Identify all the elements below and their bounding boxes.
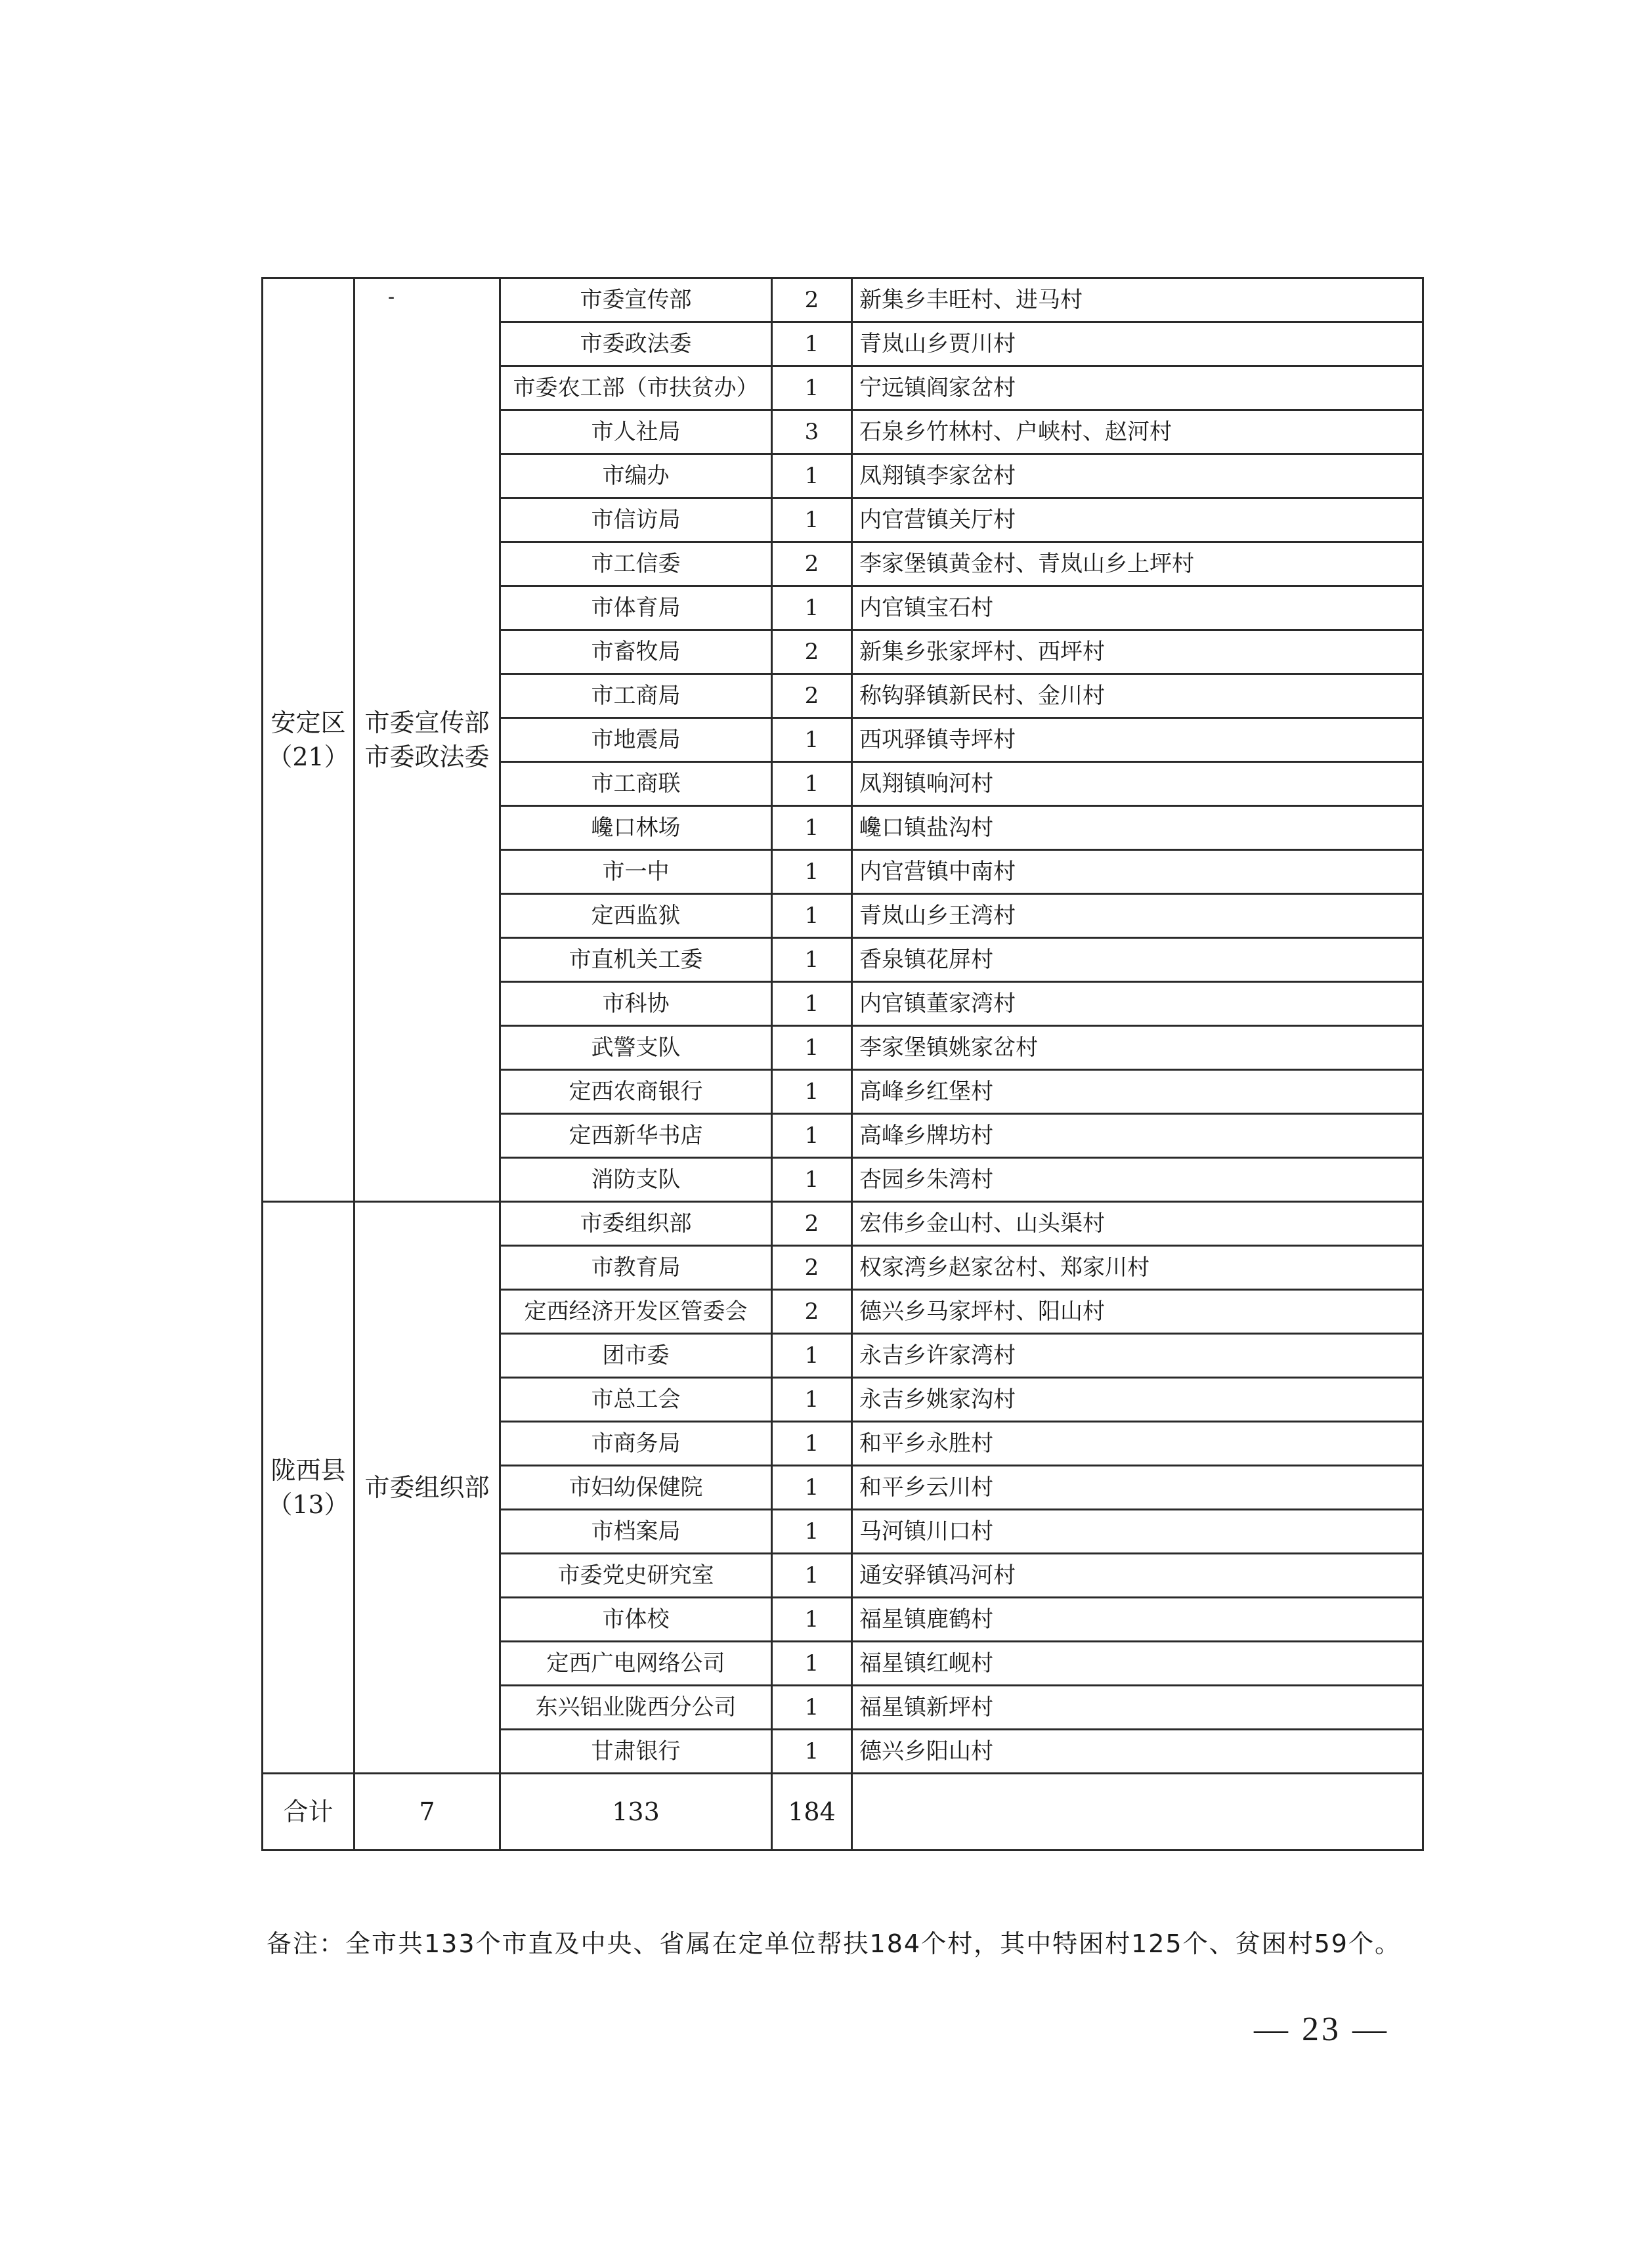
- leader-unit: 市委宣传部: [364, 708, 490, 737]
- village-cell: 称钩驿镇新民村、金川村: [852, 674, 1423, 718]
- village-cell: 杏园乡朱湾村: [852, 1158, 1423, 1202]
- count-cell: 1: [772, 1334, 852, 1378]
- village-cell: 权家湾乡赵家岔村、郑家川村: [852, 1246, 1423, 1290]
- unit-cell: 市教育局: [500, 1246, 772, 1290]
- county-count: （21）: [267, 742, 349, 771]
- page-number: — 23 —: [1254, 2011, 1389, 2048]
- village-cell: 宏伟乡金山村、山头渠村: [852, 1202, 1423, 1246]
- total-label: 合计: [263, 1774, 355, 1851]
- unit-cell: 市一中: [500, 850, 772, 894]
- unit-cell: 市体育局: [500, 586, 772, 630]
- leader-unit: 市委政法委: [364, 742, 490, 771]
- count-cell: 1: [772, 894, 852, 938]
- count-cell: 3: [772, 410, 852, 454]
- unit-cell: 市人社局: [500, 410, 772, 454]
- total-villages: 184: [772, 1774, 852, 1851]
- count-cell: 1: [772, 718, 852, 762]
- count-cell: 1: [772, 1466, 852, 1510]
- village-cell: 高峰乡牌坊村: [852, 1114, 1423, 1158]
- village-cell: 内官营镇中南村: [852, 850, 1423, 894]
- village-cell: 和平乡永胜村: [852, 1422, 1423, 1466]
- unit-cell: 市委党史研究室: [500, 1554, 772, 1598]
- count-cell: 1: [772, 366, 852, 410]
- assistance-table: [261, 277, 1424, 1851]
- village-cell: 福星镇新坪村: [852, 1686, 1423, 1730]
- unit-cell: 东兴铝业陇西分公司: [500, 1686, 772, 1730]
- count-cell: 2: [772, 1246, 852, 1290]
- scan-mark: -: [388, 286, 395, 309]
- unit-cell: 定西新华书店: [500, 1114, 772, 1158]
- unit-cell: 市委宣传部: [500, 278, 772, 322]
- count-cell: 2: [772, 1202, 852, 1246]
- total-row: [263, 1774, 1423, 1851]
- unit-cell: 市直机关工委: [500, 938, 772, 982]
- village-cell: 永吉乡姚家沟村: [852, 1378, 1423, 1422]
- count-cell: 1: [772, 586, 852, 630]
- count-cell: 1: [772, 1554, 852, 1598]
- count-cell: 1: [772, 850, 852, 894]
- unit-cell: 市委组织部: [500, 1202, 772, 1246]
- unit-cell: 市畜牧局: [500, 630, 772, 674]
- village-cell: 李家堡镇姚家岔村: [852, 1026, 1423, 1070]
- unit-cell: 市档案局: [500, 1510, 772, 1554]
- village-cell: 内官营镇关厅村: [852, 498, 1423, 542]
- village-cell: 宁远镇阎家岔村: [852, 366, 1423, 410]
- total-blank: [852, 1774, 1423, 1851]
- unit-cell: 市编办: [500, 454, 772, 498]
- count-cell: 1: [772, 762, 852, 806]
- count-cell: 1: [772, 1158, 852, 1202]
- unit-cell: 市科协: [500, 982, 772, 1026]
- village-cell: 香泉镇花屏村: [852, 938, 1423, 982]
- village-cell: 西巩驿镇寺坪村: [852, 718, 1423, 762]
- unit-cell: 市商务局: [500, 1422, 772, 1466]
- unit-cell: 巉口林场: [500, 806, 772, 850]
- total-leaders: 7: [355, 1774, 500, 1851]
- table-body: [263, 278, 1423, 1851]
- unit-cell: 甘肃银行: [500, 1730, 772, 1774]
- unit-cell: 市委农工部（市扶贫办）: [500, 366, 772, 410]
- village-cell: 青岚山乡王湾村: [852, 894, 1423, 938]
- village-cell: 永吉乡许家湾村: [852, 1334, 1423, 1378]
- count-cell: 1: [772, 322, 852, 366]
- leader-unit: 市委组织部: [364, 1473, 490, 1502]
- unit-cell: 市工商联: [500, 762, 772, 806]
- unit-cell: 市工信委: [500, 542, 772, 586]
- village-cell: 新集乡张家坪村、西坪村: [852, 630, 1423, 674]
- unit-cell: 市地震局: [500, 718, 772, 762]
- count-cell: 1: [772, 1598, 852, 1642]
- unit-cell: 市委政法委: [500, 322, 772, 366]
- village-cell: 巉口镇盐沟村: [852, 806, 1423, 850]
- village-cell: 内官镇董家湾村: [852, 982, 1423, 1026]
- count-cell: 1: [772, 1114, 852, 1158]
- unit-cell: 消防支队: [500, 1158, 772, 1202]
- count-cell: 2: [772, 630, 852, 674]
- unit-cell: 定西监狱: [500, 894, 772, 938]
- county-name: 安定区: [270, 708, 346, 737]
- count-cell: 1: [772, 454, 852, 498]
- table-row: [263, 1202, 1423, 1246]
- village-cell: 凤翔镇李家岔村: [852, 454, 1423, 498]
- count-cell: 1: [772, 1422, 852, 1466]
- unit-cell: 定西广电网络公司: [500, 1642, 772, 1686]
- village-cell: 马河镇川口村: [852, 1510, 1423, 1554]
- village-cell: 李家堡镇黄金村、青岚山乡上坪村: [852, 542, 1423, 586]
- count-cell: 1: [772, 498, 852, 542]
- village-cell: 和平乡云川村: [852, 1466, 1423, 1510]
- unit-cell: 定西经济开发区管委会: [500, 1290, 772, 1334]
- county-cell: [263, 1202, 355, 1774]
- village-cell: 福星镇鹿鹤村: [852, 1598, 1423, 1642]
- count-cell: 1: [772, 1510, 852, 1554]
- village-cell: 高峰乡红堡村: [852, 1070, 1423, 1114]
- village-cell: 德兴乡马家坪村、阳山村: [852, 1290, 1423, 1334]
- count-cell: 1: [772, 1378, 852, 1422]
- leader-cell: [355, 278, 500, 1202]
- unit-cell: 市信访局: [500, 498, 772, 542]
- count-cell: 2: [772, 1290, 852, 1334]
- unit-cell: 团市委: [500, 1334, 772, 1378]
- count-cell: 1: [772, 1070, 852, 1114]
- village-cell: 凤翔镇响河村: [852, 762, 1423, 806]
- village-cell: 石泉乡竹林村、户峡村、赵河村: [852, 410, 1423, 454]
- count-cell: 2: [772, 278, 852, 322]
- leader-cell: [355, 1202, 500, 1774]
- county-cell: [263, 278, 355, 1202]
- county-count: （13）: [267, 1490, 349, 1519]
- count-cell: 1: [772, 806, 852, 850]
- village-cell: 德兴乡阳山村: [852, 1730, 1423, 1774]
- unit-cell: 市妇幼保健院: [500, 1466, 772, 1510]
- county-name: 陇西县: [270, 1456, 346, 1485]
- unit-cell: 定西农商银行: [500, 1070, 772, 1114]
- unit-cell: 市总工会: [500, 1378, 772, 1422]
- count-cell: 1: [772, 1642, 852, 1686]
- footnote: 备注：全市共133个市直及中央、省属在定单位帮扶184个村，其中特困村125个、贫困村59个。: [267, 1929, 1401, 1958]
- village-cell: 新集乡丰旺村、进马村: [852, 278, 1423, 322]
- count-cell: 2: [772, 674, 852, 718]
- count-cell: 1: [772, 1686, 852, 1730]
- count-cell: 2: [772, 542, 852, 586]
- village-cell: 福星镇红岘村: [852, 1642, 1423, 1686]
- count-cell: 1: [772, 1026, 852, 1070]
- count-cell: 1: [772, 1730, 852, 1774]
- count-cell: 1: [772, 982, 852, 1026]
- village-cell: 内官镇宝石村: [852, 586, 1423, 630]
- unit-cell: 市工商局: [500, 674, 772, 718]
- unit-cell: 市体校: [500, 1598, 772, 1642]
- table-row: [263, 278, 1423, 322]
- unit-cell: 武警支队: [500, 1026, 772, 1070]
- total-units: 133: [500, 1774, 772, 1851]
- village-cell: 青岚山乡贾川村: [852, 322, 1423, 366]
- village-cell: 通安驿镇冯河村: [852, 1554, 1423, 1598]
- count-cell: 1: [772, 938, 852, 982]
